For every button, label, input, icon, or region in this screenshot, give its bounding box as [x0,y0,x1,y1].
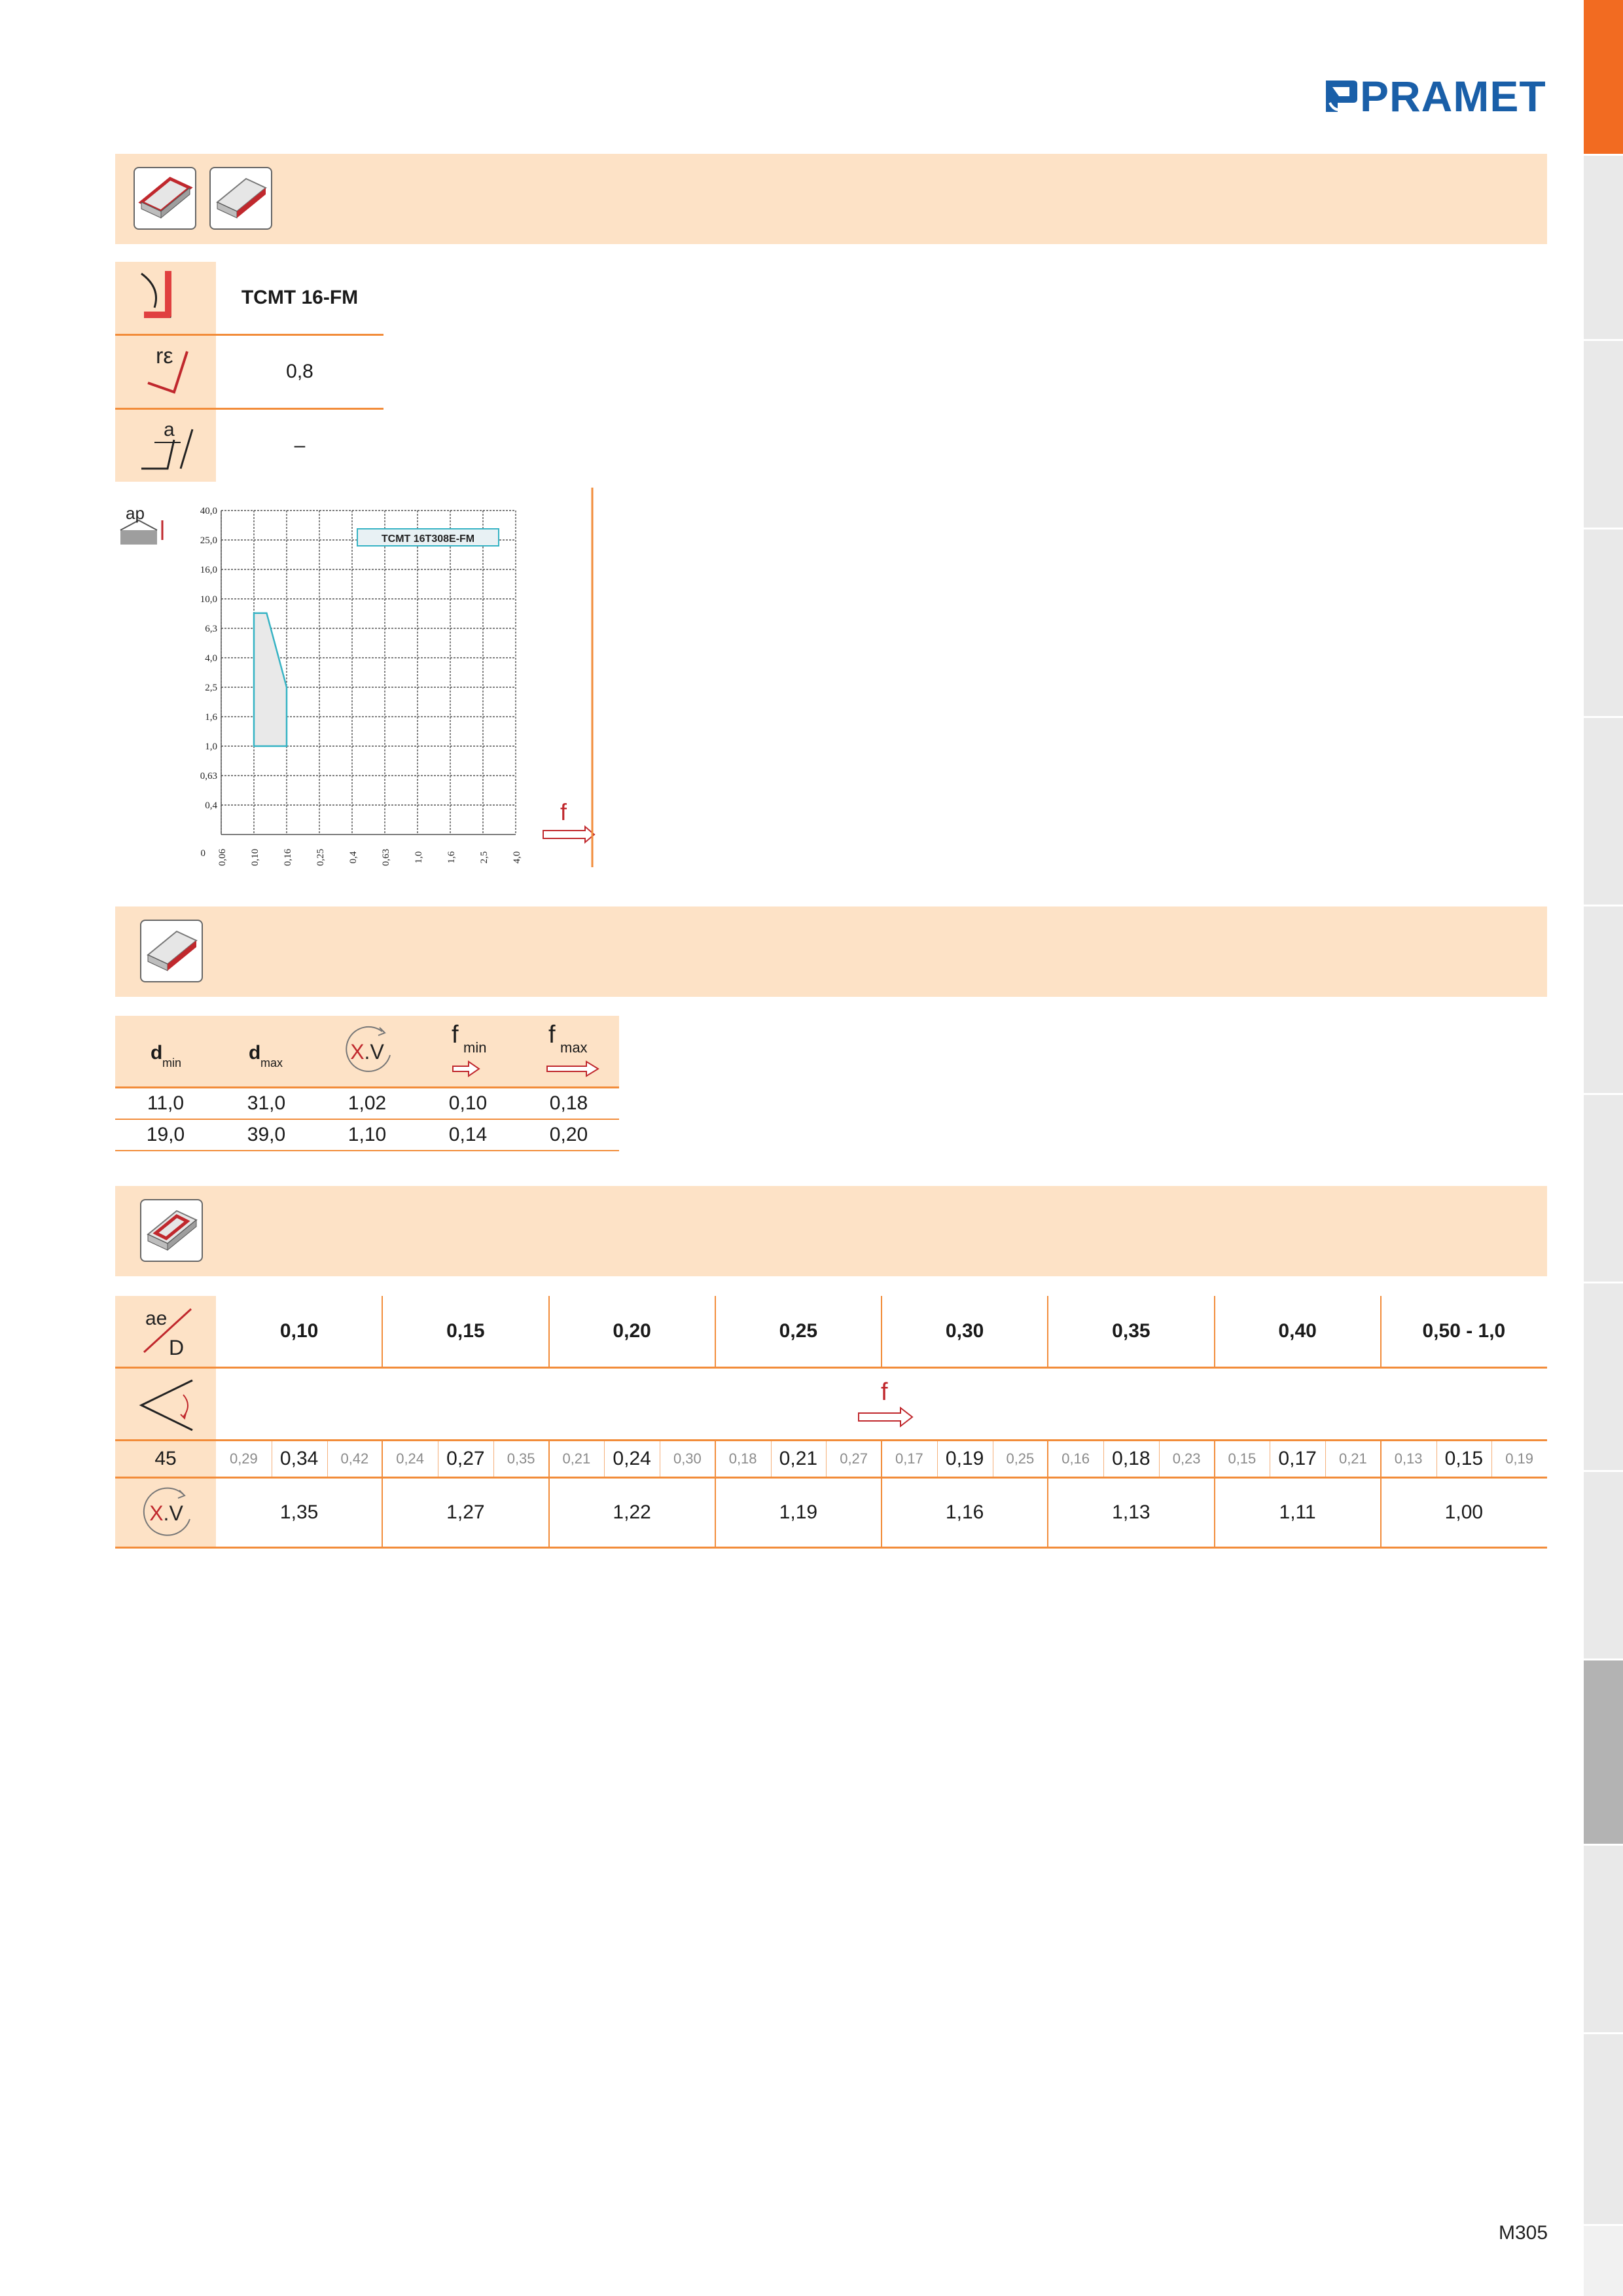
angle-value: 45 [115,1441,216,1477]
side-tab[interactable] [1584,341,1623,529]
diameter-table [115,1016,619,1151]
column-divider [1380,1441,1382,1477]
y-tick-label: 1,6 [205,712,217,723]
feed-hi-cell: 0,19 [1505,1450,1534,1467]
ae-column-header: 0,15 [446,1320,485,1342]
brand-name: PRAMET [1360,72,1546,120]
column-divider [1380,1296,1382,1367]
header-band-inserts [115,154,1547,244]
column-divider [1047,1296,1048,1367]
ae-column-header: 0,50 - 1,0 [1422,1320,1506,1342]
svg-text:ap: ap [126,503,145,523]
x-tick-label: 1,0 [414,851,424,864]
y-tick-label: 0,4 [205,800,217,811]
xv-cell: 1,00 [1444,1501,1484,1523]
feed-lo-cell: 0,21 [549,1441,605,1477]
column-divider [715,1441,716,1477]
ap-icon [120,503,162,545]
fmax-header: f max [518,1016,619,1086]
y-tick-label: 25,0 [200,535,217,546]
side-tab-strip [1584,0,1623,2296]
svg-text:f: f [881,1378,888,1406]
side-tab-current[interactable] [1584,1660,1623,1846]
insert-edge-icon [209,167,272,230]
x-tick-label: 0,16 [283,848,293,867]
diameter-table-header [115,1016,619,1088]
xv-header-icon [317,1016,418,1086]
y-tick-label: 10,0 [200,594,217,605]
column-divider [715,1479,716,1547]
side-tab[interactable] [1584,718,1623,906]
x-tick-label: 0,06 [217,848,228,867]
lead-angle-icon [115,1369,216,1439]
xv-cell: 1,02 [348,1092,387,1114]
ae-column-header: 0,20 [613,1320,651,1342]
ae-column-header: 0,30 [945,1320,984,1342]
feed-hi-cell: 0,42 [340,1450,369,1467]
feed-row [115,1369,1547,1441]
feed-lo-cell: 0,16 [1048,1441,1104,1477]
svg-text:f: f [560,798,567,825]
column-divider [1214,1441,1215,1477]
svg-text:rε: rε [156,344,173,368]
column-divider [1214,1479,1215,1547]
xv-cell: 1,11 [1279,1501,1316,1523]
feed-hi-cell: 0,25 [1006,1450,1035,1467]
column-divider [881,1441,882,1477]
dmin-cell: 11,0 [147,1092,185,1114]
application-area [254,613,287,746]
y-tick-label: 6,3 [205,624,217,634]
brand-logo [1323,73,1546,119]
feed-lo-cell: 0,17 [882,1441,938,1477]
ae-column-header: 0,40 [1278,1320,1317,1342]
ae-column-header: 0,25 [779,1320,818,1342]
insert-designation: TCMT 16-FM [241,287,359,308]
side-tab[interactable] [1584,906,1623,1095]
side-tab[interactable] [1584,1095,1623,1283]
milling-insert-icon [140,1199,203,1262]
column-divider [1380,1479,1382,1547]
svg-text:X.V: X.V [350,1040,384,1064]
dmax-cell: 39,0 [247,1124,286,1145]
xv-cell: 1,13 [1112,1501,1150,1523]
insert-designation-row [115,262,383,336]
column-divider [715,1296,716,1367]
x-tick-label: 2,5 [479,851,490,864]
xv-cell: 1,19 [779,1501,818,1523]
clearance-angle-value: – [294,435,306,456]
fmax-cell: 0,20 [549,1124,588,1145]
insert-radius-row [115,336,383,410]
xv-row [115,1479,1547,1549]
insert-table [115,262,383,482]
drilling-insert-icon [140,920,203,982]
feed-mid-cell: 0,17 [1270,1441,1326,1477]
feed-lo-cell: 0,18 [715,1441,772,1477]
insert-angle-row [115,410,383,482]
y-tick-label: 1,0 [205,742,217,752]
side-tab[interactable] [1584,1283,1623,1472]
feed-arrow-icon [855,1372,933,1435]
column-divider [382,1441,383,1477]
y-tick-label: 40,0 [200,506,217,516]
corner-radius-value: 0,8 [286,361,313,382]
ae-d-icon [115,1296,216,1367]
chipbreaker-icon [115,262,216,334]
fmin-header: f min [418,1016,518,1086]
fmin-cell: 0,10 [448,1092,488,1114]
y-tick-label: 2,5 [205,683,217,693]
clearance-angle-icon [115,410,216,482]
x-tick-label: 0,4 [348,851,359,864]
table-row [115,1120,619,1151]
ap-feed-chart-svg [115,488,599,874]
svg-text:D: D [169,1336,185,1359]
header-band-milling [115,1186,1547,1276]
y-tick-label: 4,0 [205,653,217,664]
dmax-header: d max [249,1042,283,1069]
dmax-cell: 31,0 [247,1092,286,1114]
feed-mid-cell: 0,18 [1103,1441,1160,1477]
side-tab-active[interactable] [1584,0,1623,156]
y-tick-label: 16,0 [200,565,217,575]
feed-mid-cell: 0,27 [438,1441,494,1477]
feed-lo-cell: 0,13 [1381,1441,1437,1477]
feed-values-row [115,1441,1547,1479]
side-tab[interactable] [1584,156,1623,341]
brand-logo-icon [1323,77,1360,116]
column-divider [382,1479,383,1547]
side-tab[interactable] [1584,529,1623,718]
xv-cell: 1,35 [279,1501,319,1523]
feed-lo-cell: 0,29 [216,1441,272,1477]
insert-square-icon [134,167,196,230]
feed-arrow-icon [543,798,594,842]
fmin-cell: 0,14 [448,1124,488,1145]
xv-icon [115,1479,216,1547]
feed-hi-cell: 0,30 [673,1450,702,1467]
y-tick-label: 0,63 [200,771,217,781]
column-divider [548,1296,550,1367]
fmax-cell: 0,18 [549,1092,588,1114]
column-divider [1214,1296,1215,1367]
series-label: TCMT 16T308E-FM [381,533,475,545]
svg-text:a: a [164,419,175,440]
column-divider [548,1479,550,1547]
xv-cell: 1,16 [945,1501,984,1523]
column-divider [881,1479,882,1547]
dmin-header: d min [151,1042,182,1069]
ae-header-row [115,1296,1547,1369]
xv-cell: 1,10 [348,1124,387,1145]
feed-lo-cell: 0,15 [1215,1441,1271,1477]
x-tick-label: 0,10 [250,848,260,867]
column-divider [548,1441,550,1477]
y-tick-label: 0 [200,848,205,859]
feed-mid-cell: 0,34 [272,1441,328,1477]
svg-text:X.V: X.V [149,1501,183,1525]
xv-cell: 1,27 [446,1501,485,1523]
x-tick-label: 0,25 [315,848,326,867]
column-divider [881,1296,882,1367]
x-tick-label: 1,6 [446,851,457,864]
xv-cell: 1,22 [613,1501,651,1523]
header-band-drilling [115,906,1547,997]
corner-radius-icon [115,336,216,408]
feed-mid-cell: 0,24 [604,1441,660,1477]
feed-mid-cell: 0,21 [771,1441,827,1477]
ap-feed-chart [115,488,599,874]
column-divider [1047,1479,1048,1547]
column-divider [1047,1441,1048,1477]
feed-hi-cell: 0,35 [507,1450,535,1467]
cutting-data-table [115,1296,1547,1549]
feed-mid-cell: 0,15 [1436,1441,1493,1477]
column-divider [382,1296,383,1367]
feed-lo-cell: 0,24 [382,1441,438,1477]
feed-hi-cell: 0,21 [1338,1450,1367,1467]
svg-text:ae: ae [145,1308,168,1329]
ae-column-header: 0,35 [1112,1320,1150,1342]
page-number: M305 [1499,2222,1548,2244]
x-tick-label: 4,0 [512,851,522,864]
ae-column-header: 0,10 [279,1320,319,1342]
feed-hi-cell: 0,27 [840,1450,868,1467]
side-tab[interactable] [1584,1472,1623,1660]
feed-mid-cell: 0,19 [937,1441,993,1477]
dmin-cell: 19,0 [146,1124,185,1145]
x-tick-label: 0,63 [381,848,391,867]
feed-hi-cell: 0,23 [1172,1450,1201,1467]
table-row [115,1088,619,1120]
side-tab[interactable] [1584,2034,1623,2226]
side-tab[interactable] [1584,1846,1623,2034]
